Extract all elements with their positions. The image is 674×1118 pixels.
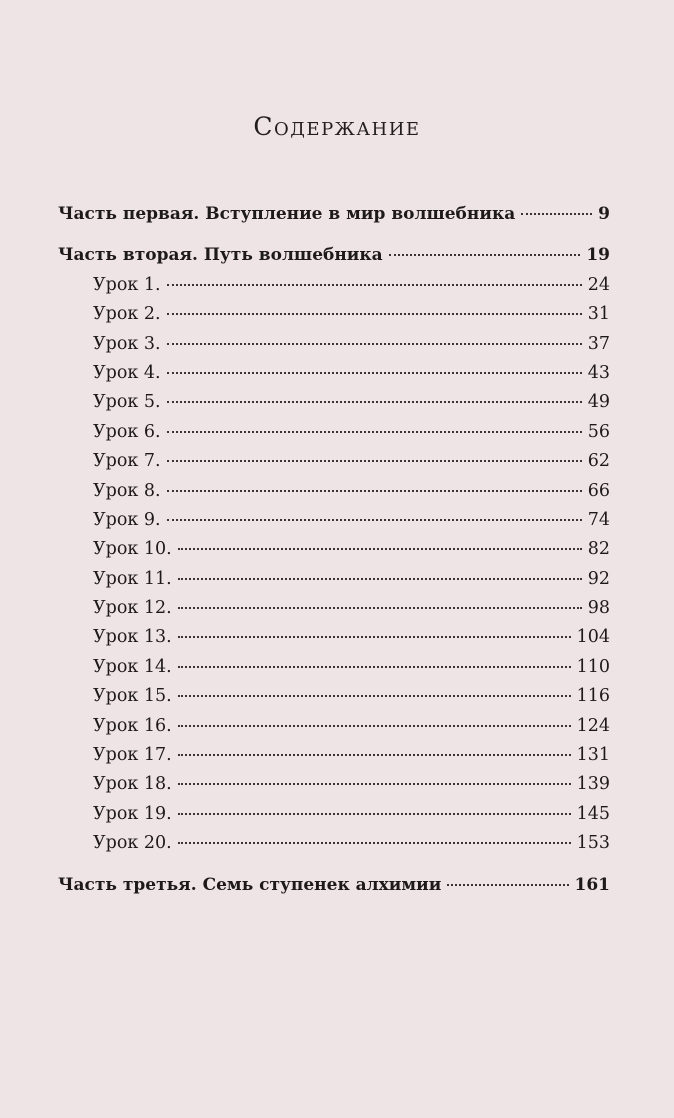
- toc-leader-dots: [167, 430, 582, 433]
- toc-page-number: 24: [587, 274, 610, 295]
- toc-lessons-list: [58, 271, 610, 859]
- toc-page-number: 92: [587, 568, 610, 589]
- toc-lesson-18: [58, 770, 610, 799]
- toc-entry-label: Урок 6.: [93, 421, 161, 442]
- toc-part-1: [58, 200, 610, 229]
- toc-entry-label: Урок 7.: [93, 451, 161, 472]
- toc-lesson-4: [58, 359, 610, 388]
- toc-entry-label: Урок 16.: [93, 715, 172, 736]
- toc-lesson-12: [58, 594, 610, 623]
- toc-leader-dots: [167, 489, 582, 492]
- toc-page-number: 66: [587, 480, 610, 501]
- toc-lesson-1: [58, 271, 610, 300]
- toc-page-number: 131: [576, 745, 610, 766]
- toc-lesson-20: [58, 829, 610, 858]
- toc-entry-label: Урок 2.: [93, 304, 161, 325]
- toc-lesson-5: [58, 388, 610, 417]
- toc-page-number: 124: [576, 715, 610, 736]
- toc-page-number: 145: [576, 803, 610, 824]
- toc-entry-label: Урок 11.: [93, 568, 172, 589]
- toc-leader-dots: [389, 253, 581, 256]
- toc-leader-dots: [167, 518, 582, 521]
- toc-lesson-16: [58, 712, 610, 741]
- toc-lesson-13: [58, 623, 610, 652]
- toc-entry-label: Урок 13.: [93, 627, 172, 648]
- toc-page-number: 62: [587, 451, 610, 472]
- page-title: Содержание: [253, 112, 421, 141]
- toc-lesson-15: [58, 682, 610, 711]
- toc-entry-label: Урок 20.: [93, 833, 172, 854]
- toc-lesson-9: [58, 506, 610, 535]
- toc-entry-label: Часть первая. Вступление в мир волшебника: [58, 204, 516, 224]
- toc-leader-dots: [178, 665, 571, 668]
- toc-leader-dots: [178, 753, 571, 756]
- toc-page-number: 19: [586, 245, 610, 266]
- toc-entry-label: Урок 9.: [93, 509, 161, 530]
- toc-entry-label: Урок 5.: [93, 392, 161, 413]
- toc-entry-label: Урок 10.: [93, 539, 172, 560]
- toc-page-number: 104: [576, 627, 610, 648]
- toc-leader-dots: [178, 635, 571, 638]
- toc-entry-label: Урок 12.: [93, 598, 172, 619]
- toc-page-number: 37: [587, 333, 610, 354]
- toc-entry-label: Урок 18.: [93, 774, 172, 795]
- toc-entry-label: Урок 1.: [93, 274, 161, 295]
- toc-entry-label: Часть вторая. Путь волшебника: [58, 245, 383, 266]
- toc-page-number: 9: [598, 204, 610, 224]
- toc-leader-dots: [178, 782, 571, 785]
- toc-leader-dots: [167, 312, 582, 315]
- toc-page-number: 43: [587, 362, 610, 383]
- toc-entry-label: Урок 14.: [93, 656, 172, 677]
- toc-page-number: 56: [587, 421, 610, 442]
- table-of-contents: [58, 200, 610, 900]
- toc-lesson-14: [58, 653, 610, 682]
- toc-leader-dots: [167, 400, 582, 403]
- toc-part-3: [58, 871, 610, 900]
- toc-lesson-7: [58, 447, 610, 476]
- toc-page-number: 139: [576, 774, 610, 795]
- toc-lesson-19: [58, 800, 610, 829]
- toc-leader-dots: [521, 212, 592, 215]
- toc-leader-dots: [178, 841, 571, 844]
- toc-page-number: 116: [576, 686, 610, 707]
- toc-lesson-10: [58, 535, 610, 564]
- toc-leader-dots: [447, 883, 568, 886]
- toc-entry-label: Урок 15.: [93, 686, 172, 707]
- toc-page-number: 31: [587, 304, 610, 325]
- toc-entry-label: Урок 8.: [93, 480, 161, 501]
- toc-page-number: 49: [587, 392, 610, 413]
- toc-page-number: 74: [587, 509, 610, 530]
- toc-lesson-17: [58, 741, 610, 770]
- toc-entry-label: Урок 3.: [93, 333, 161, 354]
- toc-page-number: 82: [587, 539, 610, 560]
- toc-leader-dots: [178, 547, 582, 550]
- toc-leader-dots: [178, 694, 571, 697]
- toc-lesson-11: [58, 565, 610, 594]
- toc-leader-dots: [178, 724, 571, 727]
- toc-leader-dots: [178, 606, 582, 609]
- toc-entry-label: Урок 17.: [93, 745, 172, 766]
- toc-part-2: [58, 241, 610, 270]
- toc-leader-dots: [178, 577, 582, 580]
- toc-entry-label: Часть третья. Семь ступенек алхимии: [58, 874, 442, 895]
- toc-leader-dots: [167, 459, 582, 462]
- toc-lesson-3: [58, 330, 610, 359]
- toc-lesson-8: [58, 477, 610, 506]
- toc-page-number: 153: [576, 833, 610, 854]
- toc-entry-label: Урок 4.: [93, 362, 161, 383]
- toc-lesson-2: [58, 300, 610, 329]
- toc-entry-label: Урок 19.: [93, 803, 172, 824]
- toc-lesson-6: [58, 418, 610, 447]
- toc-leader-dots: [167, 371, 582, 374]
- toc-page-number: 161: [574, 874, 610, 895]
- toc-leader-dots: [178, 812, 571, 815]
- toc-page-number: 98: [587, 598, 610, 619]
- toc-page-number: 110: [576, 656, 610, 677]
- toc-leader-dots: [167, 342, 582, 345]
- toc-leader-dots: [167, 283, 582, 286]
